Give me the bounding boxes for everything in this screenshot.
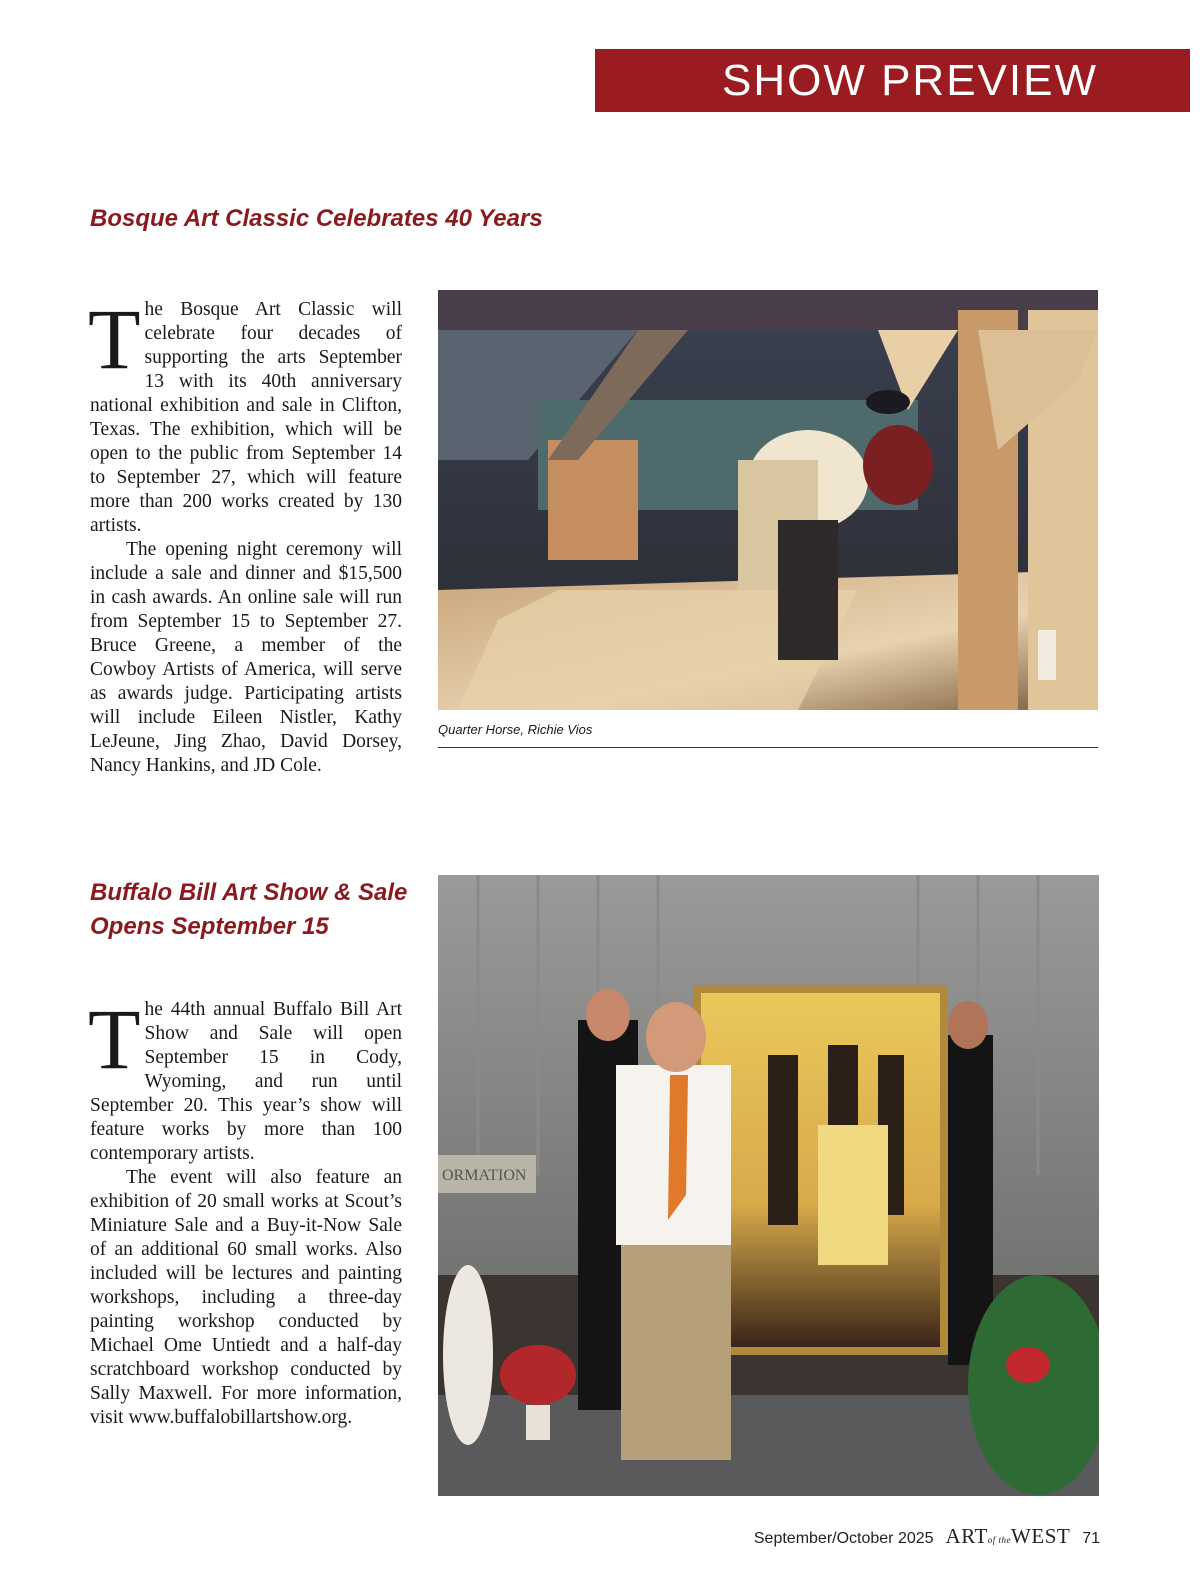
logo-art: ART (945, 1524, 988, 1548)
article-body-buffalo-bill (88, 991, 402, 1430)
section-banner (595, 49, 1190, 112)
article-headline-buffalo-bill (90, 876, 407, 944)
paragraph-text: he 44th annual Buffalo Bill Art Show and Sale will open September 15 in Cody, Wyoming, and run until September 20. This year’s show will feature works by more than 100 contemporary artists. (90, 999, 402, 1164)
drop-cap: T (88, 291, 141, 387)
page-number: 71 (1082, 1530, 1100, 1547)
photo-sign-text: ORMATION (442, 1167, 527, 1184)
photo-caption: Quarter Horse, Richie Vios (438, 722, 1098, 748)
article-paragraph (88, 291, 402, 538)
article-paragraph: The event will also feature an exhibition of 20 small works at Scout’s Miniature Sale and a Buy-it-Now Sale of an additional 60 small works. Also included will be lectures and painting workshops, including a three-day painting workshop conducted by Michael Ome Untiedt and a half-day scratchboard workshop conducted by Sally Maxwell. For more information, visit www.buffalobillartshow.org. (90, 1167, 402, 1428)
page-footer (754, 1524, 1100, 1549)
article-body-bosque (88, 291, 402, 778)
logo-west: WEST (1011, 1524, 1071, 1548)
issue-date: September/October 2025 (753, 1530, 934, 1547)
painting-quarter-horse (438, 290, 1098, 710)
section-banner-label: SHOW PREVIEW (721, 56, 1098, 105)
drop-cap: T (88, 991, 141, 1087)
article-headline-bosque: Bosque Art Classic Celebrates 40 Years (90, 205, 543, 232)
article-paragraph: The opening night ceremony will include a sale and dinner and $15,500 in cash awards. An online sale will run from September 15 to September 27. Bruce Greene, a member of the Cowboy Artists of America, will serve as awards judge. Participating artists will include Eileen Nistler, Kathy LeJeune, Jing Zhao, David Dorsey, Nancy Hankins, and JD Cole. (90, 539, 402, 776)
photo-auction-event (438, 875, 1099, 1496)
article-paragraph (88, 991, 402, 1166)
headline-line: Opens September 15 (90, 913, 329, 940)
magazine-logo (946, 1524, 1071, 1549)
logo-of-the: of the (987, 1535, 1012, 1545)
paragraph-text: he Bosque Art Classic will celebrate four decades of supporting the arts September 13 with its 40th anniversary national exhibition and sale in Clifton, Texas. The exhibition, which will be open to the public from September 14 to September 27, which will feature more than 200 works created by 130 artists. (90, 299, 402, 536)
headline-line: Buffalo Bill Art Show & Sale (90, 879, 408, 906)
